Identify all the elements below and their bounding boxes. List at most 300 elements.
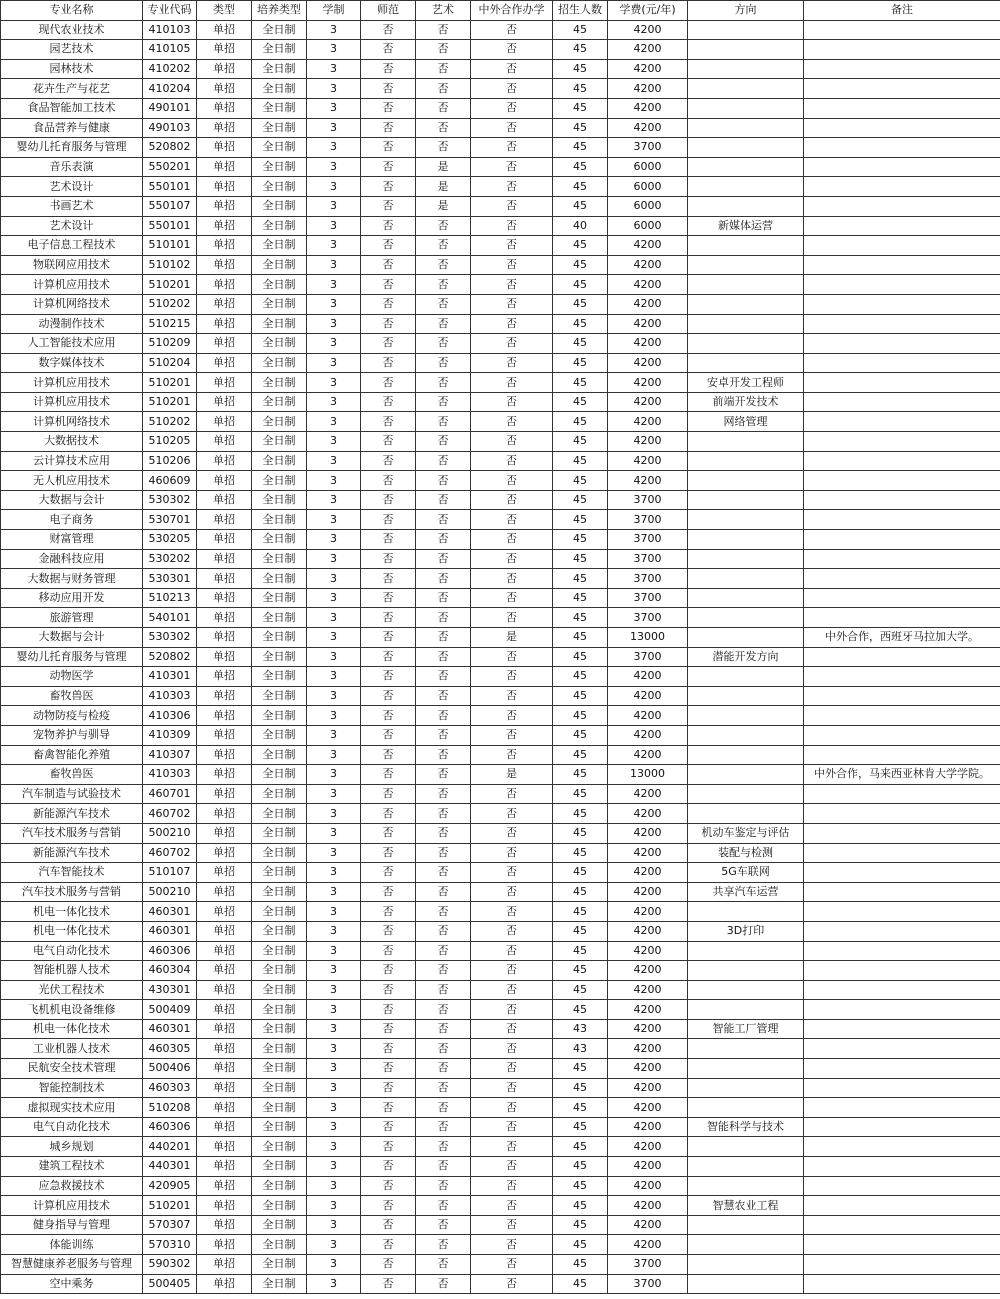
cell-sino-foreign: 否 [471, 138, 553, 158]
cell-tuition: 4200 [608, 314, 688, 334]
cell-normal-school: 否 [361, 432, 416, 452]
cell-arts: 否 [416, 804, 471, 824]
table-row [1, 569, 1000, 589]
cell-tuition: 4200 [608, 980, 688, 1000]
cell-sino-foreign: 否 [471, 725, 553, 745]
cell-sino-foreign: 否 [471, 784, 553, 804]
cell-major-name: 数字媒体技术 [1, 353, 143, 373]
cell-tuition: 4200 [608, 373, 688, 393]
cell-arts: 否 [416, 412, 471, 432]
cell-remarks [804, 294, 1000, 314]
cell-tuition: 4200 [608, 667, 688, 687]
cell-quota: 40 [553, 216, 608, 236]
cell-quota: 45 [553, 275, 608, 295]
table-row [1, 1137, 1000, 1157]
cell-major-name: 城乡规划 [1, 1137, 143, 1157]
cell-tuition: 13000 [608, 628, 688, 648]
cell-sino-foreign: 否 [471, 118, 553, 138]
cell-major-name: 畜牧兽医 [1, 686, 143, 706]
cell-admission-type: 单招 [197, 1078, 252, 1098]
cell-sino-foreign: 否 [471, 334, 553, 354]
column-header: 培养类型 [252, 1, 307, 21]
cell-sino-foreign: 否 [471, 314, 553, 334]
cell-study-mode: 全日制 [252, 510, 307, 530]
cell-major-name: 新能源汽车技术 [1, 804, 143, 824]
cell-study-mode: 全日制 [252, 1019, 307, 1039]
cell-study-mode: 全日制 [252, 882, 307, 902]
cell-normal-school: 否 [361, 392, 416, 412]
cell-arts: 否 [416, 1235, 471, 1255]
cell-arts: 否 [416, 569, 471, 589]
cell-quota: 45 [553, 451, 608, 471]
cell-arts: 是 [416, 177, 471, 197]
cell-duration: 3 [307, 784, 361, 804]
cell-admission-type: 单招 [197, 118, 252, 138]
cell-tuition: 3700 [608, 647, 688, 667]
cell-direction: 潜能开发方向 [688, 647, 804, 667]
cell-normal-school: 否 [361, 961, 416, 981]
cell-major-name: 动物防疫与检疫 [1, 706, 143, 726]
cell-quota: 45 [553, 784, 608, 804]
cell-arts: 否 [416, 1274, 471, 1294]
cell-tuition: 4200 [608, 745, 688, 765]
cell-major-name: 移动应用开发 [1, 588, 143, 608]
cell-major-name: 汽车技术服务与营销 [1, 823, 143, 843]
cell-major-name: 计算机应用技术 [1, 1196, 143, 1216]
cell-direction: 共享汽车运营 [688, 882, 804, 902]
cell-study-mode: 全日制 [252, 471, 307, 491]
cell-sino-foreign: 否 [471, 275, 553, 295]
cell-normal-school: 否 [361, 667, 416, 687]
cell-tuition: 4200 [608, 40, 688, 60]
cell-admission-type: 单招 [197, 1196, 252, 1216]
cell-quota: 45 [553, 765, 608, 785]
cell-major-name: 飞机机电设备维修 [1, 1000, 143, 1020]
cell-major-name: 无人机应用技术 [1, 471, 143, 491]
cell-study-mode: 全日制 [252, 1235, 307, 1255]
cell-duration: 3 [307, 823, 361, 843]
cell-major-code: 530205 [143, 530, 197, 550]
table-row [1, 686, 1000, 706]
cell-quota: 45 [553, 392, 608, 412]
cell-sino-foreign: 否 [471, 236, 553, 256]
cell-direction [688, 118, 804, 138]
cell-direction [688, 1078, 804, 1098]
cell-major-code: 500210 [143, 823, 197, 843]
cell-major-name: 机电一体化技术 [1, 921, 143, 941]
table-row [1, 647, 1000, 667]
cell-remarks [804, 196, 1000, 216]
cell-remarks [804, 236, 1000, 256]
cell-major-name: 应急救援技术 [1, 1176, 143, 1196]
cell-study-mode: 全日制 [252, 432, 307, 452]
cell-admission-type: 单招 [197, 863, 252, 883]
cell-sino-foreign: 是 [471, 765, 553, 785]
cell-study-mode: 全日制 [252, 549, 307, 569]
cell-normal-school: 否 [361, 177, 416, 197]
cell-major-code: 510202 [143, 294, 197, 314]
cell-quota: 45 [553, 490, 608, 510]
cell-major-code: 570307 [143, 1215, 197, 1235]
cell-duration: 3 [307, 745, 361, 765]
cell-normal-school: 否 [361, 882, 416, 902]
cell-admission-type: 单招 [197, 1117, 252, 1137]
cell-sino-foreign: 否 [471, 471, 553, 491]
cell-tuition: 4200 [608, 686, 688, 706]
cell-admission-type: 单招 [197, 588, 252, 608]
table-row [1, 1059, 1000, 1079]
cell-study-mode: 全日制 [252, 353, 307, 373]
cell-remarks [804, 451, 1000, 471]
cell-normal-school: 否 [361, 138, 416, 158]
cell-arts: 否 [416, 608, 471, 628]
cell-admission-type: 单招 [197, 628, 252, 648]
cell-sino-foreign: 否 [471, 432, 553, 452]
cell-quota: 45 [553, 1078, 608, 1098]
cell-normal-school: 否 [361, 353, 416, 373]
cell-remarks [804, 1000, 1000, 1020]
cell-arts: 否 [416, 765, 471, 785]
cell-major-name: 畜禽智能化养殖 [1, 745, 143, 765]
cell-quota: 43 [553, 1039, 608, 1059]
cell-study-mode: 全日制 [252, 686, 307, 706]
table-row [1, 882, 1000, 902]
cell-arts: 否 [416, 334, 471, 354]
cell-normal-school: 否 [361, 765, 416, 785]
cell-admission-type: 单招 [197, 510, 252, 530]
cell-remarks [804, 353, 1000, 373]
cell-normal-school: 否 [361, 804, 416, 824]
cell-tuition: 6000 [608, 177, 688, 197]
cell-admission-type: 单招 [197, 1019, 252, 1039]
cell-arts: 否 [416, 118, 471, 138]
cell-quota: 45 [553, 823, 608, 843]
cell-tuition: 3700 [608, 569, 688, 589]
cell-admission-type: 单招 [197, 745, 252, 765]
cell-normal-school: 否 [361, 334, 416, 354]
cell-direction [688, 157, 804, 177]
cell-sino-foreign: 否 [471, 40, 553, 60]
cell-tuition: 4200 [608, 412, 688, 432]
cell-admission-type: 单招 [197, 40, 252, 60]
cell-normal-school: 否 [361, 216, 416, 236]
cell-normal-school: 否 [361, 20, 416, 40]
cell-remarks [804, 412, 1000, 432]
cell-sino-foreign: 否 [471, 902, 553, 922]
cell-arts: 否 [416, 1196, 471, 1216]
cell-arts: 否 [416, 784, 471, 804]
cell-major-name: 计算机应用技术 [1, 392, 143, 412]
cell-duration: 3 [307, 725, 361, 745]
table-row [1, 902, 1000, 922]
cell-admission-type: 单招 [197, 941, 252, 961]
table-row [1, 1000, 1000, 1020]
cell-direction [688, 490, 804, 510]
cell-major-code: 460702 [143, 804, 197, 824]
cell-major-name: 电子商务 [1, 510, 143, 530]
cell-study-mode: 全日制 [252, 392, 307, 412]
cell-major-name: 物联网应用技术 [1, 255, 143, 275]
cell-tuition: 3700 [608, 530, 688, 550]
cell-study-mode: 全日制 [252, 725, 307, 745]
cell-remarks [804, 59, 1000, 79]
table-row [1, 353, 1000, 373]
cell-direction [688, 236, 804, 256]
cell-major-name: 食品智能加工技术 [1, 98, 143, 118]
cell-study-mode: 全日制 [252, 412, 307, 432]
cell-admission-type: 单招 [197, 59, 252, 79]
table-row [1, 1019, 1000, 1039]
cell-study-mode: 全日制 [252, 1176, 307, 1196]
cell-normal-school: 否 [361, 980, 416, 1000]
cell-sino-foreign: 否 [471, 804, 553, 824]
cell-study-mode: 全日制 [252, 216, 307, 236]
cell-arts: 否 [416, 549, 471, 569]
cell-duration: 3 [307, 236, 361, 256]
cell-tuition: 4200 [608, 294, 688, 314]
cell-direction [688, 314, 804, 334]
cell-quota: 45 [553, 1000, 608, 1020]
cell-major-name: 大数据技术 [1, 432, 143, 452]
table-row [1, 471, 1000, 491]
cell-major-code: 460301 [143, 1019, 197, 1039]
cell-admission-type: 单招 [197, 275, 252, 295]
cell-remarks [804, 980, 1000, 1000]
cell-study-mode: 全日制 [252, 530, 307, 550]
cell-tuition: 3700 [608, 1255, 688, 1275]
cell-remarks [804, 334, 1000, 354]
cell-tuition: 3700 [608, 490, 688, 510]
table-row [1, 412, 1000, 432]
cell-duration: 3 [307, 1274, 361, 1294]
cell-sino-foreign: 否 [471, 79, 553, 99]
cell-direction [688, 334, 804, 354]
cell-direction: 新媒体运营 [688, 216, 804, 236]
cell-direction [688, 784, 804, 804]
cell-sino-foreign: 否 [471, 961, 553, 981]
cell-major-code: 410103 [143, 20, 197, 40]
cell-admission-type: 单招 [197, 980, 252, 1000]
cell-admission-type: 单招 [197, 373, 252, 393]
cell-arts: 否 [416, 59, 471, 79]
cell-direction [688, 177, 804, 197]
cell-major-code: 460701 [143, 784, 197, 804]
cell-major-code: 460301 [143, 921, 197, 941]
cell-duration: 3 [307, 20, 361, 40]
cell-admission-type: 单招 [197, 216, 252, 236]
cell-direction [688, 588, 804, 608]
cell-duration: 3 [307, 902, 361, 922]
cell-study-mode: 全日制 [252, 823, 307, 843]
cell-duration: 3 [307, 1078, 361, 1098]
cell-arts: 否 [416, 236, 471, 256]
cell-remarks [804, 588, 1000, 608]
cell-duration: 3 [307, 157, 361, 177]
cell-admission-type: 单招 [197, 902, 252, 922]
cell-admission-type: 单招 [197, 725, 252, 745]
cell-major-code: 410105 [143, 40, 197, 60]
cell-remarks: 中外合作，西班牙马拉加大学。 [804, 628, 1000, 648]
cell-major-code: 510213 [143, 588, 197, 608]
cell-sino-foreign: 否 [471, 216, 553, 236]
cell-duration: 3 [307, 275, 361, 295]
cell-arts: 否 [416, 1176, 471, 1196]
cell-admission-type: 单招 [197, 490, 252, 510]
table-row [1, 177, 1000, 197]
cell-major-name: 人工智能技术应用 [1, 334, 143, 354]
cell-major-code: 460305 [143, 1039, 197, 1059]
cell-study-mode: 全日制 [252, 157, 307, 177]
cell-study-mode: 全日制 [252, 667, 307, 687]
cell-remarks [804, 1039, 1000, 1059]
cell-duration: 3 [307, 412, 361, 432]
cell-remarks [804, 216, 1000, 236]
cell-sino-foreign: 否 [471, 196, 553, 216]
cell-arts: 否 [416, 647, 471, 667]
cell-major-code: 430301 [143, 980, 197, 1000]
cell-study-mode: 全日制 [252, 647, 307, 667]
cell-quota: 45 [553, 608, 608, 628]
cell-major-code: 550107 [143, 196, 197, 216]
column-header: 类型 [197, 1, 252, 21]
cell-quota: 45 [553, 471, 608, 491]
cell-tuition: 3700 [608, 510, 688, 530]
cell-study-mode: 全日制 [252, 1039, 307, 1059]
column-header: 专业代码 [143, 1, 197, 21]
cell-major-code: 530302 [143, 628, 197, 648]
cell-sino-foreign: 否 [471, 1078, 553, 1098]
cell-major-code: 510208 [143, 1098, 197, 1118]
cell-arts: 否 [416, 314, 471, 334]
cell-direction [688, 765, 804, 785]
cell-normal-school: 否 [361, 1157, 416, 1177]
cell-normal-school: 否 [361, 1255, 416, 1275]
cell-arts: 否 [416, 98, 471, 118]
cell-quota: 45 [553, 1215, 608, 1235]
cell-tuition: 4200 [608, 353, 688, 373]
cell-direction [688, 667, 804, 687]
cell-quota: 45 [553, 1176, 608, 1196]
cell-major-name: 花卉生产与花艺 [1, 79, 143, 99]
cell-sino-foreign: 否 [471, 157, 553, 177]
cell-study-mode: 全日制 [252, 628, 307, 648]
cell-arts: 否 [416, 1215, 471, 1235]
cell-major-name: 光伏工程技术 [1, 980, 143, 1000]
cell-direction: 3D打印 [688, 921, 804, 941]
cell-normal-school: 否 [361, 471, 416, 491]
cell-study-mode: 全日制 [252, 1196, 307, 1216]
cell-tuition: 4200 [608, 334, 688, 354]
cell-normal-school: 否 [361, 1274, 416, 1294]
cell-sino-foreign: 否 [471, 1176, 553, 1196]
cell-remarks [804, 118, 1000, 138]
cell-major-name: 畜牧兽医 [1, 765, 143, 785]
cell-major-code: 540101 [143, 608, 197, 628]
cell-duration: 3 [307, 98, 361, 118]
cell-arts: 否 [416, 510, 471, 530]
cell-normal-school: 否 [361, 1137, 416, 1157]
cell-major-code: 510209 [143, 334, 197, 354]
table-row [1, 706, 1000, 726]
cell-sino-foreign: 否 [471, 255, 553, 275]
cell-tuition: 3700 [608, 608, 688, 628]
cell-normal-school: 否 [361, 236, 416, 256]
cell-study-mode: 全日制 [252, 941, 307, 961]
table-row [1, 745, 1000, 765]
cell-study-mode: 全日制 [252, 1137, 307, 1157]
cell-duration: 3 [307, 608, 361, 628]
cell-major-name: 云计算技术应用 [1, 451, 143, 471]
cell-study-mode: 全日制 [252, 236, 307, 256]
cell-quota: 45 [553, 961, 608, 981]
cell-duration: 3 [307, 1235, 361, 1255]
cell-direction: 智能科学与技术 [688, 1117, 804, 1137]
cell-direction [688, 59, 804, 79]
cell-major-code: 550101 [143, 216, 197, 236]
cell-arts: 否 [416, 902, 471, 922]
cell-normal-school: 否 [361, 59, 416, 79]
cell-remarks [804, 569, 1000, 589]
cell-duration: 3 [307, 471, 361, 491]
cell-quota: 45 [553, 1137, 608, 1157]
cell-quota: 45 [553, 1255, 608, 1275]
cell-remarks [804, 961, 1000, 981]
table-row [1, 334, 1000, 354]
cell-direction [688, 745, 804, 765]
cell-tuition: 4200 [608, 392, 688, 412]
cell-quota: 45 [553, 706, 608, 726]
cell-study-mode: 全日制 [252, 334, 307, 354]
cell-remarks [804, 921, 1000, 941]
table-row [1, 510, 1000, 530]
cell-duration: 3 [307, 353, 361, 373]
cell-remarks [804, 686, 1000, 706]
cell-admission-type: 单招 [197, 1157, 252, 1177]
cell-major-name: 计算机网络技术 [1, 294, 143, 314]
cell-normal-school: 否 [361, 294, 416, 314]
cell-remarks [804, 79, 1000, 99]
cell-major-name: 大数据与会计 [1, 490, 143, 510]
cell-normal-school: 否 [361, 510, 416, 530]
cell-admission-type: 单招 [197, 843, 252, 863]
cell-study-mode: 全日制 [252, 490, 307, 510]
cell-duration: 3 [307, 921, 361, 941]
cell-quota: 45 [553, 1059, 608, 1079]
cell-tuition: 4200 [608, 843, 688, 863]
cell-tuition: 4200 [608, 79, 688, 99]
cell-normal-school: 否 [361, 530, 416, 550]
table-row [1, 921, 1000, 941]
cell-duration: 3 [307, 490, 361, 510]
cell-sino-foreign: 否 [471, 823, 553, 843]
cell-tuition: 3700 [608, 1274, 688, 1294]
cell-direction [688, 432, 804, 452]
cell-direction [688, 1235, 804, 1255]
cell-normal-school: 否 [361, 373, 416, 393]
cell-duration: 3 [307, 843, 361, 863]
cell-major-code: 530302 [143, 490, 197, 510]
cell-major-name: 现代农业技术 [1, 20, 143, 40]
cell-major-code: 410204 [143, 79, 197, 99]
cell-admission-type: 单招 [197, 569, 252, 589]
cell-study-mode: 全日制 [252, 921, 307, 941]
cell-direction [688, 902, 804, 922]
cell-normal-school: 否 [361, 98, 416, 118]
cell-major-code: 510201 [143, 373, 197, 393]
cell-arts: 否 [416, 686, 471, 706]
table-body [1, 20, 1000, 1294]
cell-quota: 45 [553, 40, 608, 60]
